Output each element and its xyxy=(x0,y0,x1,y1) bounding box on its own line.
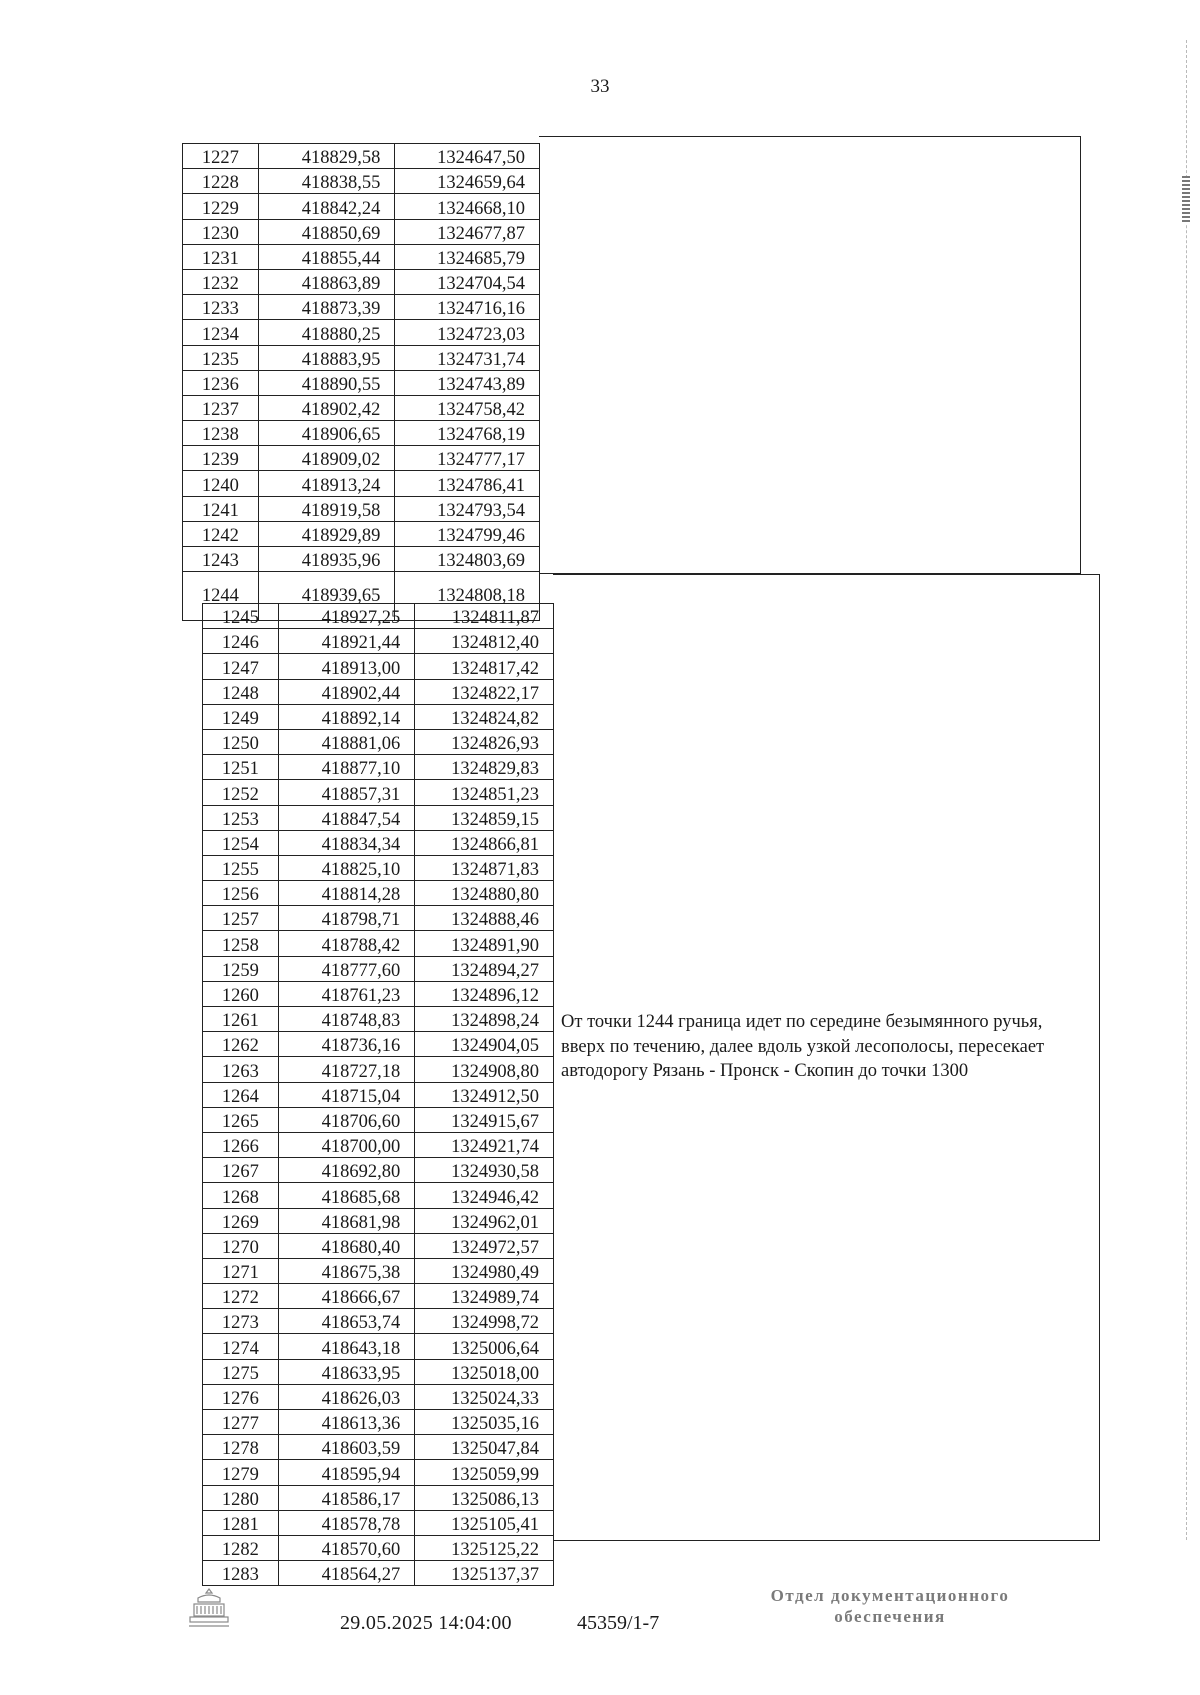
table-row xyxy=(183,219,540,244)
y-coordinate-cell: 1325024,33 xyxy=(415,1384,554,1409)
y-coordinate-cell: 1324829,83 xyxy=(415,755,554,780)
table-row xyxy=(203,1460,554,1485)
table-row xyxy=(183,144,540,169)
point-number-cell: 1245 xyxy=(203,604,279,629)
table-row xyxy=(203,1057,554,1082)
stamp-department-line1: Отдел документационного xyxy=(770,1586,1010,1605)
point-number-cell: 1246 xyxy=(203,629,279,654)
y-coordinate-cell: 1324808,18 xyxy=(395,572,540,621)
table-row xyxy=(183,295,540,320)
x-coordinate-cell: 418909,02 xyxy=(258,446,395,471)
point-number-cell: 1238 xyxy=(183,421,259,446)
point-number-cell: 1247 xyxy=(203,654,279,679)
table-row xyxy=(183,496,540,521)
point-number-cell: 1239 xyxy=(183,446,259,471)
y-coordinate-cell: 1324871,83 xyxy=(415,855,554,880)
y-coordinate-cell: 1324803,69 xyxy=(395,547,540,572)
y-coordinate-cell: 1325125,22 xyxy=(415,1535,554,1560)
point-number-cell: 1242 xyxy=(183,521,259,546)
x-coordinate-cell: 418700,00 xyxy=(278,1132,415,1157)
table-row xyxy=(203,1032,554,1057)
table-row xyxy=(203,1535,554,1560)
x-coordinate-cell: 418850,69 xyxy=(258,219,395,244)
table-row xyxy=(203,780,554,805)
table-row xyxy=(203,629,554,654)
table-row xyxy=(203,1410,554,1435)
y-coordinate-cell: 1324946,42 xyxy=(415,1183,554,1208)
x-coordinate-cell: 418939,65 xyxy=(258,572,395,621)
point-number-cell: 1283 xyxy=(203,1561,279,1586)
table-row xyxy=(183,345,540,370)
y-coordinate-cell: 1324859,15 xyxy=(415,805,554,830)
x-coordinate-cell: 418653,74 xyxy=(278,1309,415,1334)
x-coordinate-cell: 418906,65 xyxy=(258,421,395,446)
y-coordinate-cell: 1324930,58 xyxy=(415,1158,554,1183)
table-row xyxy=(203,729,554,754)
point-number-cell: 1241 xyxy=(183,496,259,521)
table-row xyxy=(203,881,554,906)
table-row xyxy=(203,755,554,780)
point-number-cell: 1270 xyxy=(203,1233,279,1258)
table-row xyxy=(203,1435,554,1460)
boundary-description: От точки 1244 граница идет по середине безымянного ручья, вверх по течению, далее вдоль узкой лесополосы, пересекает автодорогу Рязань - Пронск - Скопин до точки 1300 xyxy=(561,1012,1045,1081)
y-coordinate-cell: 1324989,74 xyxy=(415,1284,554,1309)
y-coordinate-cell: 1324716,16 xyxy=(395,295,540,320)
x-coordinate-cell: 418913,24 xyxy=(258,471,395,496)
x-coordinate-cell: 418777,60 xyxy=(278,956,415,981)
y-coordinate-cell: 1324888,46 xyxy=(415,906,554,931)
table-row xyxy=(203,704,554,729)
y-coordinate-cell: 1325035,16 xyxy=(415,1410,554,1435)
x-coordinate-cell: 418586,17 xyxy=(278,1485,415,1510)
y-coordinate-cell: 1325105,41 xyxy=(415,1510,554,1535)
point-number-cell: 1260 xyxy=(203,981,279,1006)
point-number-cell: 1280 xyxy=(203,1485,279,1510)
point-number-cell: 1264 xyxy=(203,1082,279,1107)
x-coordinate-cell: 418927,25 xyxy=(278,604,415,629)
table-row xyxy=(203,1309,554,1334)
point-number-cell: 1251 xyxy=(203,755,279,780)
x-coordinate-cell: 418855,44 xyxy=(258,244,395,269)
x-coordinate-cell: 418578,78 xyxy=(278,1510,415,1535)
y-coordinate-cell: 1324866,81 xyxy=(415,830,554,855)
x-coordinate-cell: 418633,95 xyxy=(278,1359,415,1384)
point-number-cell: 1237 xyxy=(183,395,259,420)
x-coordinate-cell: 418666,67 xyxy=(278,1284,415,1309)
point-number-cell: 1266 xyxy=(203,1132,279,1157)
y-coordinate-cell: 1324898,24 xyxy=(415,1007,554,1032)
x-coordinate-cell: 418761,23 xyxy=(278,981,415,1006)
y-coordinate-cell: 1325137,37 xyxy=(415,1561,554,1586)
table-row xyxy=(203,1158,554,1183)
table-row xyxy=(203,1334,554,1359)
x-coordinate-cell: 418857,31 xyxy=(278,780,415,805)
stamp-date: 29.05.2025 14:04:00 xyxy=(340,1612,512,1634)
point-number-cell: 1235 xyxy=(183,345,259,370)
point-number-cell: 1276 xyxy=(203,1384,279,1409)
table-row xyxy=(203,679,554,704)
table-row xyxy=(183,269,540,294)
y-coordinate-cell: 1324704,54 xyxy=(395,269,540,294)
x-coordinate-cell: 418921,44 xyxy=(278,629,415,654)
point-number-cell: 1271 xyxy=(203,1258,279,1283)
point-number-cell: 1249 xyxy=(203,704,279,729)
x-coordinate-cell: 418877,10 xyxy=(278,755,415,780)
y-coordinate-cell: 1325086,13 xyxy=(415,1485,554,1510)
point-number-cell: 1255 xyxy=(203,855,279,880)
x-coordinate-cell: 418902,44 xyxy=(278,679,415,704)
y-coordinate-cell: 1324891,90 xyxy=(415,931,554,956)
point-number-cell: 1227 xyxy=(183,144,259,169)
y-coordinate-cell: 1325047,84 xyxy=(415,1435,554,1460)
y-coordinate-cell: 1324824,82 xyxy=(415,704,554,729)
x-coordinate-cell: 418883,95 xyxy=(258,345,395,370)
point-number-cell: 1272 xyxy=(203,1284,279,1309)
x-coordinate-cell: 418863,89 xyxy=(258,269,395,294)
y-coordinate-cell: 1324677,87 xyxy=(395,219,540,244)
table-row xyxy=(203,805,554,830)
table-row xyxy=(183,395,540,420)
coordinates-table-part2 xyxy=(202,603,554,1586)
point-number-cell: 1256 xyxy=(203,881,279,906)
table-row xyxy=(203,604,554,629)
point-number-cell: 1253 xyxy=(203,805,279,830)
y-coordinate-cell: 1324793,54 xyxy=(395,496,540,521)
table-row xyxy=(203,1510,554,1535)
y-coordinate-cell: 1324786,41 xyxy=(395,471,540,496)
x-coordinate-cell: 418892,14 xyxy=(278,704,415,729)
point-number-cell: 1277 xyxy=(203,1410,279,1435)
x-coordinate-cell: 418873,39 xyxy=(258,295,395,320)
point-number-cell: 1282 xyxy=(203,1535,279,1560)
y-coordinate-cell: 1324980,49 xyxy=(415,1258,554,1283)
point-number-cell: 1274 xyxy=(203,1334,279,1359)
table-row xyxy=(203,1208,554,1233)
point-number-cell: 1243 xyxy=(183,547,259,572)
x-coordinate-cell: 418935,96 xyxy=(258,547,395,572)
table-row xyxy=(183,471,540,496)
y-coordinate-cell: 1325059,99 xyxy=(415,1460,554,1485)
point-number-cell: 1254 xyxy=(203,830,279,855)
y-coordinate-cell: 1324921,74 xyxy=(415,1132,554,1157)
x-coordinate-cell: 418788,42 xyxy=(278,931,415,956)
point-number-cell: 1229 xyxy=(183,194,259,219)
scan-edge-ruler xyxy=(1186,40,1187,1540)
x-coordinate-cell: 418613,36 xyxy=(278,1410,415,1435)
x-coordinate-cell: 418919,58 xyxy=(258,496,395,521)
x-coordinate-cell: 418564,27 xyxy=(278,1561,415,1586)
x-coordinate-cell: 418595,94 xyxy=(278,1460,415,1485)
table-row xyxy=(203,1258,554,1283)
y-coordinate-cell: 1324972,57 xyxy=(415,1233,554,1258)
y-coordinate-cell: 1324915,67 xyxy=(415,1107,554,1132)
scan-edge-mark xyxy=(1182,176,1190,224)
table-row xyxy=(183,169,540,194)
x-coordinate-cell: 418913,00 xyxy=(278,654,415,679)
y-coordinate-cell: 1325018,00 xyxy=(415,1359,554,1384)
x-coordinate-cell: 418643,18 xyxy=(278,1334,415,1359)
point-number-cell: 1230 xyxy=(183,219,259,244)
y-coordinate-cell: 1324647,50 xyxy=(395,144,540,169)
y-coordinate-cell: 1324962,01 xyxy=(415,1208,554,1233)
y-coordinate-cell: 1325006,64 xyxy=(415,1334,554,1359)
y-coordinate-cell: 1324799,46 xyxy=(395,521,540,546)
y-coordinate-cell: 1324880,80 xyxy=(415,881,554,906)
y-coordinate-cell: 1324817,42 xyxy=(415,654,554,679)
point-number-cell: 1257 xyxy=(203,906,279,931)
point-number-cell: 1228 xyxy=(183,169,259,194)
table-row xyxy=(203,1384,554,1409)
point-number-cell: 1231 xyxy=(183,244,259,269)
y-coordinate-cell: 1324777,17 xyxy=(395,446,540,471)
table-row xyxy=(203,906,554,931)
x-coordinate-cell: 418814,28 xyxy=(278,881,415,906)
table-row xyxy=(203,1132,554,1157)
point-number-cell: 1232 xyxy=(183,269,259,294)
point-number-cell: 1269 xyxy=(203,1208,279,1233)
x-coordinate-cell: 418736,16 xyxy=(278,1032,415,1057)
table-row xyxy=(183,446,540,471)
x-coordinate-cell: 418847,54 xyxy=(278,805,415,830)
y-coordinate-cell: 1324768,19 xyxy=(395,421,540,446)
table-row xyxy=(203,855,554,880)
x-coordinate-cell: 418570,60 xyxy=(278,1535,415,1560)
y-coordinate-cell: 1324896,12 xyxy=(415,981,554,1006)
point-number-cell: 1236 xyxy=(183,370,259,395)
y-coordinate-cell: 1324904,05 xyxy=(415,1032,554,1057)
point-number-cell: 1263 xyxy=(203,1057,279,1082)
table-row xyxy=(203,830,554,855)
page-number: 33 xyxy=(590,76,610,97)
x-coordinate-cell: 418626,03 xyxy=(278,1384,415,1409)
x-coordinate-cell: 418715,04 xyxy=(278,1082,415,1107)
stamp-department xyxy=(680,1585,1100,1627)
table-row xyxy=(183,521,540,546)
table-row xyxy=(203,931,554,956)
point-number-cell: 1267 xyxy=(203,1158,279,1183)
x-coordinate-cell: 418890,55 xyxy=(258,370,395,395)
x-coordinate-cell: 418727,18 xyxy=(278,1057,415,1082)
x-coordinate-cell: 418881,06 xyxy=(278,729,415,754)
y-coordinate-cell: 1324723,03 xyxy=(395,320,540,345)
x-coordinate-cell: 418902,42 xyxy=(258,395,395,420)
table-row xyxy=(203,1107,554,1132)
point-number-cell: 1278 xyxy=(203,1435,279,1460)
table-row xyxy=(183,194,540,219)
x-coordinate-cell: 418603,59 xyxy=(278,1435,415,1460)
table-row xyxy=(203,654,554,679)
y-coordinate-cell: 1324912,50 xyxy=(415,1082,554,1107)
coat-of-arms-stamp-icon xyxy=(186,1586,232,1630)
point-number-cell: 1279 xyxy=(203,1460,279,1485)
x-coordinate-cell: 418842,24 xyxy=(258,194,395,219)
table-row xyxy=(203,1233,554,1258)
y-coordinate-cell: 1324812,40 xyxy=(415,629,554,654)
point-number-cell: 1259 xyxy=(203,956,279,981)
point-number-cell: 1244 xyxy=(183,572,259,621)
point-number-cell: 1265 xyxy=(203,1107,279,1132)
point-number-cell: 1252 xyxy=(203,780,279,805)
x-coordinate-cell: 418798,71 xyxy=(278,906,415,931)
table-row xyxy=(203,1359,554,1384)
y-coordinate-cell: 1324659,64 xyxy=(395,169,540,194)
point-number-cell: 1261 xyxy=(203,1007,279,1032)
point-number-cell: 1268 xyxy=(203,1183,279,1208)
x-coordinate-cell: 418838,55 xyxy=(258,169,395,194)
point-number-cell: 1250 xyxy=(203,729,279,754)
x-coordinate-cell: 418834,34 xyxy=(278,830,415,855)
table-row xyxy=(203,1183,554,1208)
y-coordinate-cell: 1324894,27 xyxy=(415,956,554,981)
description-cell-upper xyxy=(539,136,1081,574)
x-coordinate-cell: 418825,10 xyxy=(278,855,415,880)
x-coordinate-cell: 418680,40 xyxy=(278,1233,415,1258)
point-number-cell: 1273 xyxy=(203,1309,279,1334)
y-coordinate-cell: 1324998,72 xyxy=(415,1309,554,1334)
table-row xyxy=(203,1007,554,1032)
point-number-cell: 1248 xyxy=(203,679,279,704)
table-row xyxy=(203,1485,554,1510)
x-coordinate-cell: 418880,25 xyxy=(258,320,395,345)
y-coordinate-cell: 1324822,17 xyxy=(415,679,554,704)
x-coordinate-cell: 418692,80 xyxy=(278,1158,415,1183)
table-row xyxy=(183,320,540,345)
stamp-department-line2: обеспечения xyxy=(834,1607,946,1626)
point-number-cell: 1275 xyxy=(203,1359,279,1384)
point-number-cell: 1262 xyxy=(203,1032,279,1057)
x-coordinate-cell: 418829,58 xyxy=(258,144,395,169)
y-coordinate-cell: 1324811,87 xyxy=(415,604,554,629)
y-coordinate-cell: 1324758,42 xyxy=(395,395,540,420)
y-coordinate-cell: 1324743,89 xyxy=(395,370,540,395)
x-coordinate-cell: 418706,60 xyxy=(278,1107,415,1132)
x-coordinate-cell: 418929,89 xyxy=(258,521,395,546)
stamp-doc-number: 45359/1-7 xyxy=(577,1612,660,1634)
table-row xyxy=(203,1561,554,1586)
y-coordinate-cell: 1324851,23 xyxy=(415,780,554,805)
x-coordinate-cell: 418675,38 xyxy=(278,1258,415,1283)
table-row xyxy=(203,981,554,1006)
point-number-cell: 1234 xyxy=(183,320,259,345)
y-coordinate-cell: 1324731,74 xyxy=(395,345,540,370)
point-number-cell: 1240 xyxy=(183,471,259,496)
table-row xyxy=(183,244,540,269)
y-coordinate-cell: 1324668,10 xyxy=(395,194,540,219)
x-coordinate-cell: 418748,83 xyxy=(278,1007,415,1032)
x-coordinate-cell: 418681,98 xyxy=(278,1208,415,1233)
x-coordinate-cell: 418685,68 xyxy=(278,1183,415,1208)
point-number-cell: 1281 xyxy=(203,1510,279,1535)
y-coordinate-cell: 1324685,79 xyxy=(395,244,540,269)
table-row xyxy=(203,1082,554,1107)
table-row xyxy=(183,370,540,395)
table-row xyxy=(183,421,540,446)
table-row xyxy=(203,1284,554,1309)
point-number-cell: 1258 xyxy=(203,931,279,956)
coordinates-table-part1 xyxy=(182,143,540,621)
table-row xyxy=(183,547,540,572)
table-row xyxy=(203,956,554,981)
y-coordinate-cell: 1324908,80 xyxy=(415,1057,554,1082)
point-number-cell: 1233 xyxy=(183,295,259,320)
y-coordinate-cell: 1324826,93 xyxy=(415,729,554,754)
